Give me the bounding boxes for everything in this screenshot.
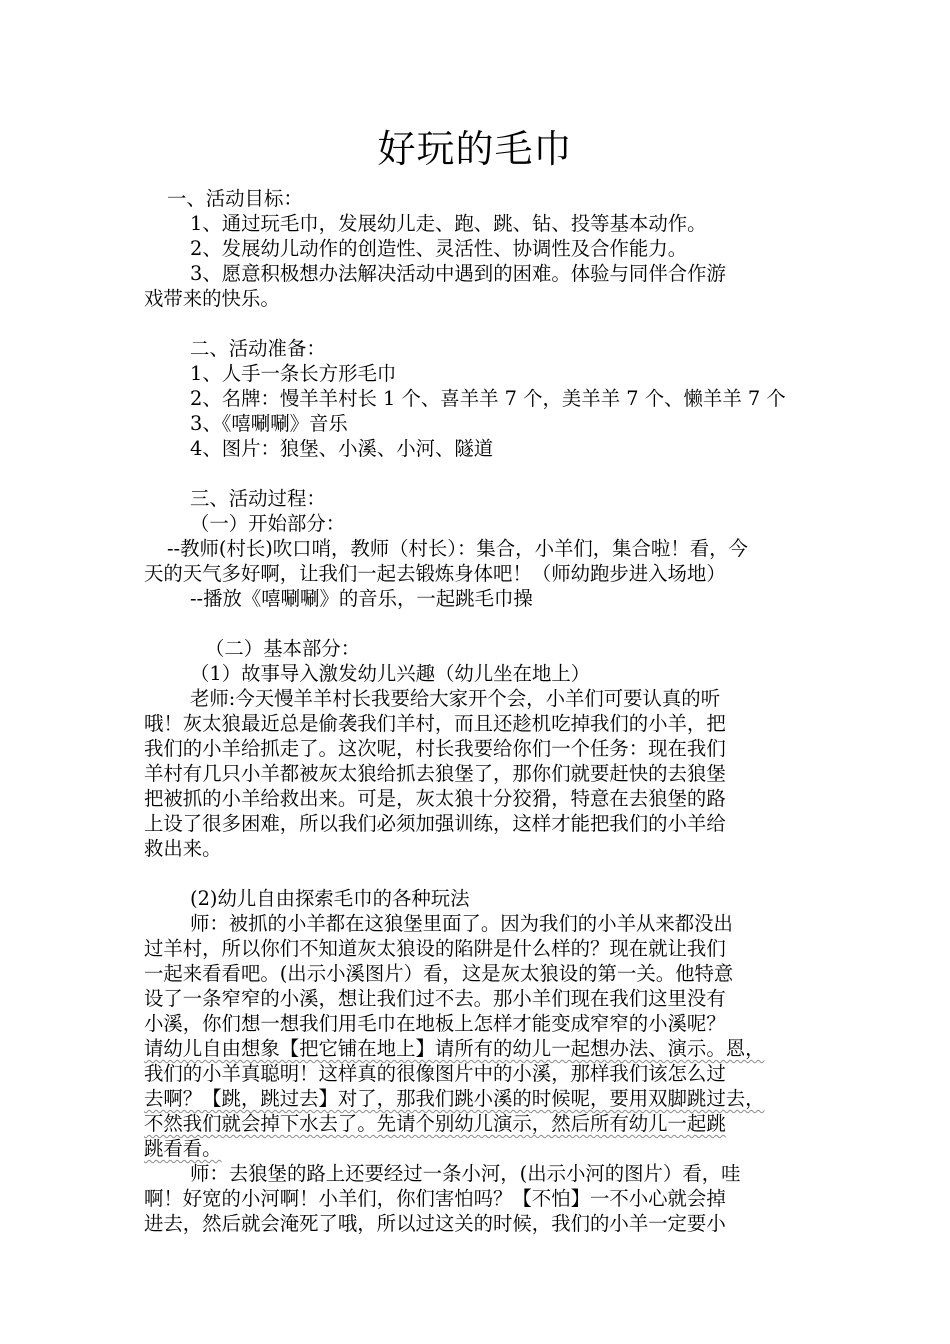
text-line: 4、图片：狼堡、小溪、小河、隧道 <box>190 437 494 460</box>
text-line: 师：去狼堡的路上还要经过一条小河，(出示小河的图片）看，哇 <box>190 1162 741 1185</box>
text-line: 戏带来的快乐。 <box>144 287 280 310</box>
text-line: 啊！好宽的小河啊！小羊们，你们害怕吗？【不怕】一不小心就会掉 <box>144 1187 726 1210</box>
text-line: 请幼儿自由想象【把它铺在地上】请所有的幼儿一起想办法、演示。恩， <box>144 1037 765 1060</box>
text-line: （一）开始部分： <box>190 512 346 535</box>
text-line: 我们的小羊真聪明！这样真的很像图片中的小溪，那样我们该怎么过 <box>144 1062 726 1085</box>
text-line: 把被抓的小羊给救出来。可是，灰太狼十分狡猾，特意在去狼堡的路 <box>144 787 726 810</box>
text-line: 3、《嘻唰唰》音乐 <box>190 412 348 435</box>
text-line: 二、活动准备： <box>190 337 326 360</box>
text-line: 三、活动过程： <box>190 487 326 510</box>
text-line: 1、通过玩毛巾，发展幼儿走、跑、跳、钻、投等基本动作。 <box>190 212 707 235</box>
text-line: （二）基本部分： <box>205 637 361 660</box>
text-line: 小溪，你们想一想我们用毛巾在地板上怎样才能变成窄窄的小溪呢？ <box>144 1012 726 1035</box>
text-line: 我们的小羊给抓走了。这次呢，村长我要给你们一个任务：现在我们 <box>144 737 726 760</box>
text-line: 过羊村，所以你们不知道灰太狼设的陷阱是什么样的？现在就让我们 <box>144 937 726 960</box>
document-title: 好玩的毛巾 <box>377 127 573 171</box>
text-line: 天的天气多好啊，让我们一起去锻炼身体吧！（师幼跑步进入场地） <box>144 562 726 585</box>
text-line: 2、名牌：慢羊羊村长 1 个、喜羊羊 7 个，美羊羊 7 个、懒羊羊 7 个 <box>190 387 786 410</box>
text-line: --教师(村长)吹口哨，教师（村长）：集合，小羊们，集合啦！看，今 <box>167 537 748 560</box>
text-line: --播放《嘻唰唰》的音乐，一起跳毛巾操 <box>190 587 533 610</box>
text-line: 进去，然后就会淹死了哦，所以过这关的时候，我们的小羊一定要小 <box>144 1212 726 1235</box>
text-line: 老师:今天慢羊羊村长我要给大家开个会，小羊们可要认真的听 <box>190 687 721 710</box>
text-line: 不然我们就会掉下水去了。先请个别幼儿演示，然后所有幼儿一起跳 <box>144 1112 726 1135</box>
text-line: 一起来看看吧。(出示小溪图片）看，这是灰太狼设的第一关。他特意 <box>144 962 734 985</box>
text-line: （1）故事导入激发幼儿兴趣（幼儿坐在地上） <box>190 662 591 685</box>
text-line: 1、人手一条长方形毛巾 <box>190 362 397 385</box>
text-line: 哦！灰太狼最近总是偷袭我们羊村，而且还趁机吃掉我们的小羊，把 <box>144 712 726 735</box>
text-line: 3、愿意积极想办法解决活动中遇到的困难。体验与同伴合作游 <box>190 262 726 285</box>
text-line: 救出来。 <box>144 837 222 860</box>
text-line: (2)幼儿自由探索毛巾的各种玩法 <box>190 887 470 910</box>
text-line: 设了一条窄窄的小溪，想让我们过不去。那小羊们现在我们这里没有 <box>144 987 726 1010</box>
text-line: 2、发展幼儿动作的创造性、灵活性、协调性及合作能力。 <box>190 237 688 260</box>
text-line: 去啊？【跳，跳过去】对了，那我们跳小溪的时候呢，要用双脚跳过去， <box>144 1087 765 1110</box>
text-line: 羊村有几只小羊都被灰太狼给抓去狼堡了，那你们就要赶快的去狼堡 <box>144 762 726 785</box>
text-line: 师：被抓的小羊都在这狼堡里面了。因为我们的小羊从来都没出 <box>190 912 733 935</box>
text-line: 一、活动目标： <box>167 187 303 210</box>
text-line: 上设了很多困难，所以我们必须加强训练，这样才能把我们的小羊给 <box>144 812 726 835</box>
text-line: 跳看看。 <box>144 1137 222 1160</box>
